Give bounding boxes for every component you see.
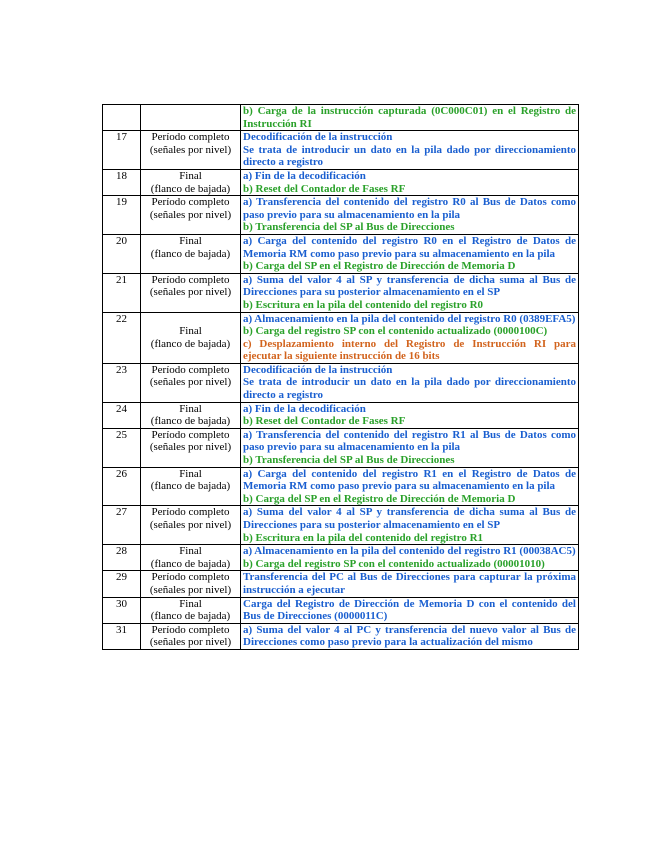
operation-text: Decodificación de la instrucción [243, 363, 393, 376]
step-number: 22 [103, 312, 141, 363]
table-row [103, 402, 579, 428]
table-row [103, 196, 579, 235]
table-row [103, 131, 579, 170]
table-row [103, 312, 579, 363]
operations [241, 571, 579, 597]
phase-line: (flanco de bajada) [150, 557, 231, 570]
phase-line: (flanco de bajada) [150, 480, 231, 493]
phase-line: (flanco de bajada) [150, 610, 231, 623]
phase-line: (señales por nivel) [149, 441, 232, 454]
operation-text: a) Carga del contenido del registro R0 en el Registro de Datos de Memoria RM como paso previo para su almacenamiento en la pila [243, 234, 576, 260]
phase-type [141, 506, 241, 545]
operation-text: a) Almacenamiento en la pila del contenido del registro R0 (0389EFA5) [243, 312, 576, 325]
operation-text: b) Reset del Contador de Fases RF [243, 415, 406, 428]
phase-type [141, 597, 241, 623]
operation-text: b) Carga del registro SP con el contenido actualizado (0000100C) [243, 325, 548, 338]
operation-text: a) Suma del valor 4 al PC y transferencia del nuevo valor al Bus de Direcciones como paso previo para la actualización del mismo [243, 623, 576, 649]
phase-line: Final [179, 467, 202, 480]
phase-line: Período completo [151, 428, 230, 441]
phase-type [141, 169, 241, 195]
operation-text: Transferencia del PC al Bus de Direcciones para capturar la próxima instrucción a ejecutar [243, 571, 576, 596]
operation-text: a) Transferencia del contenido del registro R0 al Bus de Datos como paso previo para su almacenamiento en la pila [243, 196, 576, 221]
table-row [103, 506, 579, 545]
table-row [103, 571, 579, 597]
phase-line: Final [179, 402, 202, 415]
operations [241, 363, 579, 402]
step-number: 20 [103, 234, 141, 273]
phase-type [141, 428, 241, 467]
phase-line: Final [179, 597, 202, 610]
phase-type [141, 571, 241, 597]
phase-line: (flanco de bajada) [150, 247, 231, 260]
table-row [103, 234, 579, 273]
operations [241, 597, 579, 623]
operation-text: a) Transferencia del contenido del registro R1 al Bus de Datos como paso previo para su almacenamiento en la pila [243, 428, 576, 454]
phase-line: Período completo [151, 363, 230, 376]
phase-line: Período completo [151, 131, 230, 144]
phase-line: (señales por nivel) [149, 143, 232, 156]
operations [241, 506, 579, 545]
phase-line: (flanco de bajada) [150, 337, 231, 350]
operation-text: b) Escritura en la pila del contenido del registro R1 [243, 531, 484, 544]
step-number: 31 [103, 623, 141, 649]
operation-text: b) Carga de la instrucción capturada (0C000C01) en el Registro de Instrucción RI [243, 105, 576, 130]
phase-type [141, 467, 241, 506]
operation-text: Decodificación de la instrucción [243, 131, 393, 144]
phase-line: Final [179, 169, 202, 182]
table-row [103, 428, 579, 467]
step-number: 21 [103, 273, 141, 312]
phase-line: (flanco de bajada) [150, 182, 231, 195]
phase-type [141, 363, 241, 402]
phase-line: (señales por nivel) [149, 583, 232, 596]
step-number: 24 [103, 402, 141, 428]
operation-text: b) Transferencia del SP al Bus de Direcciones [243, 221, 455, 234]
operation-text: c) Desplazamiento interno del Registro de Instrucción RI para ejecutar la siguiente instrucción de 16 bits [243, 337, 576, 363]
step-number: 30 [103, 597, 141, 623]
operation-text: Se trata de introducir un dato en la pila dado por direccionamiento directo a registro [243, 376, 576, 402]
phase-type [141, 623, 241, 649]
phase-line: (señales por nivel) [149, 519, 232, 531]
operation-text: a) Fin de la decodificación [243, 402, 366, 415]
phase-type [141, 312, 241, 363]
step-number: 29 [103, 571, 141, 597]
operations [241, 402, 579, 428]
step-number: 23 [103, 363, 141, 402]
phase-line: Final [179, 545, 202, 558]
table-row [103, 623, 579, 649]
step-number: 26 [103, 467, 141, 506]
operations [241, 312, 579, 363]
operation-text: b) Escritura en la pila del contenido del registro R0 [243, 298, 484, 311]
phase-line: (señales por nivel) [149, 376, 232, 389]
step-number: 18 [103, 169, 141, 195]
operations [241, 623, 579, 649]
operations [241, 545, 579, 571]
phase-line: Período completo [151, 273, 230, 286]
operation-text: a) Almacenamiento en la pila del contenido del registro R1 (00038AC5) [243, 545, 576, 558]
phase-line: (señales por nivel) [149, 286, 232, 299]
operation-text: b) Carga del SP en el Registro de Dirección de Memoria D [243, 492, 516, 505]
operations [241, 273, 579, 312]
step-number: 19 [103, 196, 141, 235]
operation-text: Carga del Registro de Dirección de Memoria D con el contenido del Bus de Direcciones (0000011C) [243, 597, 576, 623]
operation-text: b) Reset del Contador de Fases RF [243, 182, 406, 195]
operations [241, 169, 579, 195]
table-row [103, 467, 579, 506]
operations [241, 428, 579, 467]
step-number: 17 [103, 131, 141, 170]
phase-type [141, 273, 241, 312]
phase-type [141, 234, 241, 273]
operation-text: b) Carga del SP en el Registro de Dirección de Memoria D [243, 260, 516, 273]
phase-table [102, 104, 579, 650]
phase-line: (señales por nivel) [149, 208, 232, 221]
phase-type [141, 402, 241, 428]
phase-line: Período completo [151, 196, 230, 209]
operation-text: a) Carga del contenido del registro R1 en el Registro de Datos de Memoria RM como paso previo para su almacenamiento en la pila [243, 467, 576, 493]
phase-line: Final [179, 325, 202, 338]
table-row [103, 169, 579, 195]
phase-type [141, 105, 241, 131]
operation-text: b) Carga del registro SP con el contenido actualizado (00001010) [243, 557, 545, 570]
table-row [103, 105, 579, 131]
operations [241, 131, 579, 170]
phase-line: Final [179, 234, 202, 247]
operations [241, 196, 579, 235]
step-number [103, 105, 141, 131]
step-number: 27 [103, 506, 141, 545]
step-number: 25 [103, 428, 141, 467]
operation-text: b) Transferencia del SP al Bus de Direcciones [243, 454, 455, 467]
phase-line: (señales por nivel) [149, 636, 232, 649]
phase-line: Período completo [151, 623, 230, 636]
operations [241, 467, 579, 506]
operation-text: a) Fin de la decodificación [243, 169, 366, 182]
operation-text: Se trata de introducir un dato en la pila dado por direccionamiento directo a registro [243, 143, 576, 169]
table-row [103, 545, 579, 571]
table-row [103, 597, 579, 623]
table-row [103, 273, 579, 312]
phase-type [141, 131, 241, 170]
operations [241, 234, 579, 273]
phase-line: Período completo [151, 506, 230, 519]
step-number: 28 [103, 545, 141, 571]
phase-line: Período completo [151, 571, 230, 584]
phase-table-body [103, 105, 579, 650]
phase-type [141, 196, 241, 235]
operations [241, 105, 579, 131]
phase-type [141, 545, 241, 571]
operation-text: a) Suma del valor 4 al SP y transferencia de dicha suma al Bus de Direcciones para su posterior almacenamiento en el SP [243, 506, 576, 531]
operation-text: a) Suma del valor 4 al SP y transferencia de dicha suma al Bus de Direcciones para su posterior almacenamiento en el SP [243, 273, 576, 299]
table-row [103, 363, 579, 402]
phase-line: (flanco de bajada) [150, 415, 231, 428]
